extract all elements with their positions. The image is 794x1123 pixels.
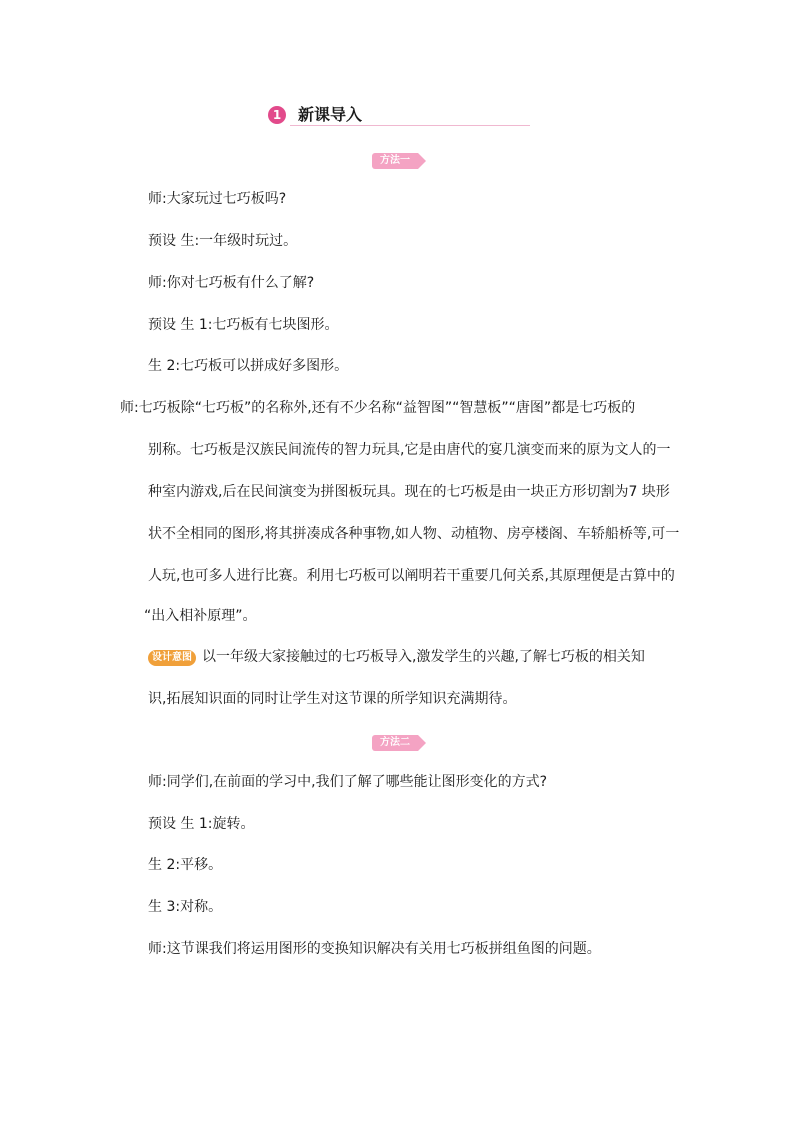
section-header <box>268 104 530 128</box>
design-intent-line <box>148 647 645 667</box>
section-underline <box>290 125 530 126</box>
paragraph-line: “出入相补原理”。 <box>144 608 257 624</box>
method-one-line: 预设 生:一年级时玩过。 <box>148 233 298 249</box>
section-number-badge: 1 <box>268 106 286 124</box>
design-intent-badge: 设计意图 <box>148 650 196 666</box>
paragraph-line: 别称。七巧板是汉族民间流传的智力玩具,它是由唐代的宴几演变而来的原为文人的一 <box>148 442 671 458</box>
method-two-badge: 方法二 <box>372 735 418 751</box>
method-two-line: 生 2:平移。 <box>148 857 223 873</box>
method-one-badge: 方法一 <box>372 153 418 169</box>
method-two-line: 师:同学们,在前面的学习中,我们了解了哪些能让图形变化的方式? <box>148 774 548 790</box>
method-two-line: 预设 生 1:旋转。 <box>148 816 255 832</box>
paragraph-line: 状不全相同的图形,将其拼凑成各种事物,如人物、动植物、房亭楼阁、车轿船桥等,可一 <box>148 526 680 542</box>
method-one-line: 师:大家玩过七巧板吗? <box>148 191 287 207</box>
method-one-line: 师:你对七巧板有什么了解? <box>148 275 315 291</box>
method-one-line: 生 2:七巧板可以拼成好多图形。 <box>148 358 349 374</box>
method-two-line: 生 3:对称。 <box>148 899 223 915</box>
paragraph-line: 人玩,也可多人进行比赛。利用七巧板可以阐明若干重要几何关系,其原理便是古算中的 <box>148 568 675 584</box>
paragraph-line: 种室内游戏,后在民间演变为拼图板玩具。现在的七巧板是由一块正方形切割为7 块形 <box>148 484 670 500</box>
paragraph-line: 师:七巧板除“七巧板”的名称外,还有不少名称“益智图”“智慧板”“唐图”都是七巧板的 <box>120 400 636 416</box>
method-two-line: 师:这节课我们将运用图形的变换知识解决有关用七巧板拼组鱼图的问题。 <box>148 941 601 957</box>
method-one-line: 预设 生 1:七巧板有七块图形。 <box>148 317 339 333</box>
section-title: 新课导入 <box>298 105 363 124</box>
design-intent-text: 以一年级大家接触过的七巧板导入,激发学生的兴趣,了解七巧板的相关知 <box>202 649 645 665</box>
design-intent-line-2: 识,拓展知识面的同时让学生对这节课的所学知识充满期待。 <box>148 691 517 707</box>
